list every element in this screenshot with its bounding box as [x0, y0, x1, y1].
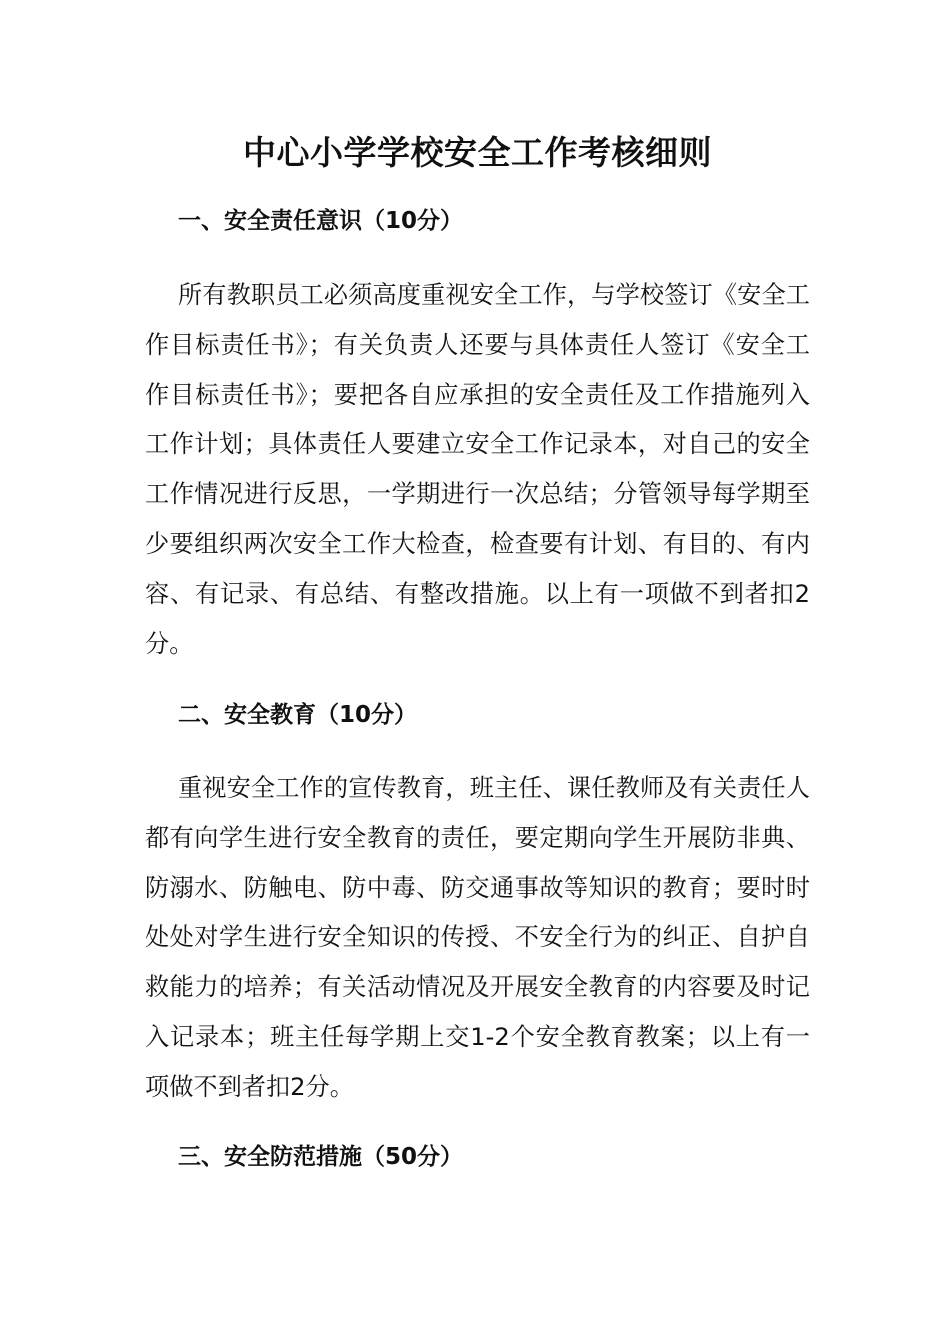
section-heading-3: 三、安全防范措施（50分）	[178, 1144, 464, 1170]
section-body-1: 所有教职员工必须高度重视安全工作，与学校签订《安全工作目标责任书》；有关负责人还要与具体责任人签订《安全工作目标责任书》；要把各自应承担的安全责任及工作措施列入工作计划；具体责任人要建立安全工作记录本，对自己的安全工作情况进行反思，一学期进行一次总结；分管领导每学期至少要组织两次安全工作大检查，检查要有计划、有目的、有内容、有记录、有总结、有整改措施。以上有一项做不到者扣2分。	[145, 281, 810, 658]
document-title: 中心小学学校安全工作考核细则	[243, 133, 712, 172]
section-heading-1: 一、安全责任意识（10分）	[178, 208, 464, 234]
section-body-2: 重视安全工作的宣传教育，班主任、课任教师及有关责任人都有向学生进行安全教育的责任，要定期向学生开展防非典、防溺水、防触电、防中毒、防交通事故等知识的教育；要时时处处对学生进行安全知识的传授、不安全行为的纠正、自护自救能力的培养；有关活动情况及开展安全教育的内容要及时记入记录本；班主任每学期上交1-2个安全教育教案；以上有一项做不到者扣2分。	[145, 774, 810, 1101]
section-heading-2: 二、安全教育（10分）	[178, 702, 418, 728]
